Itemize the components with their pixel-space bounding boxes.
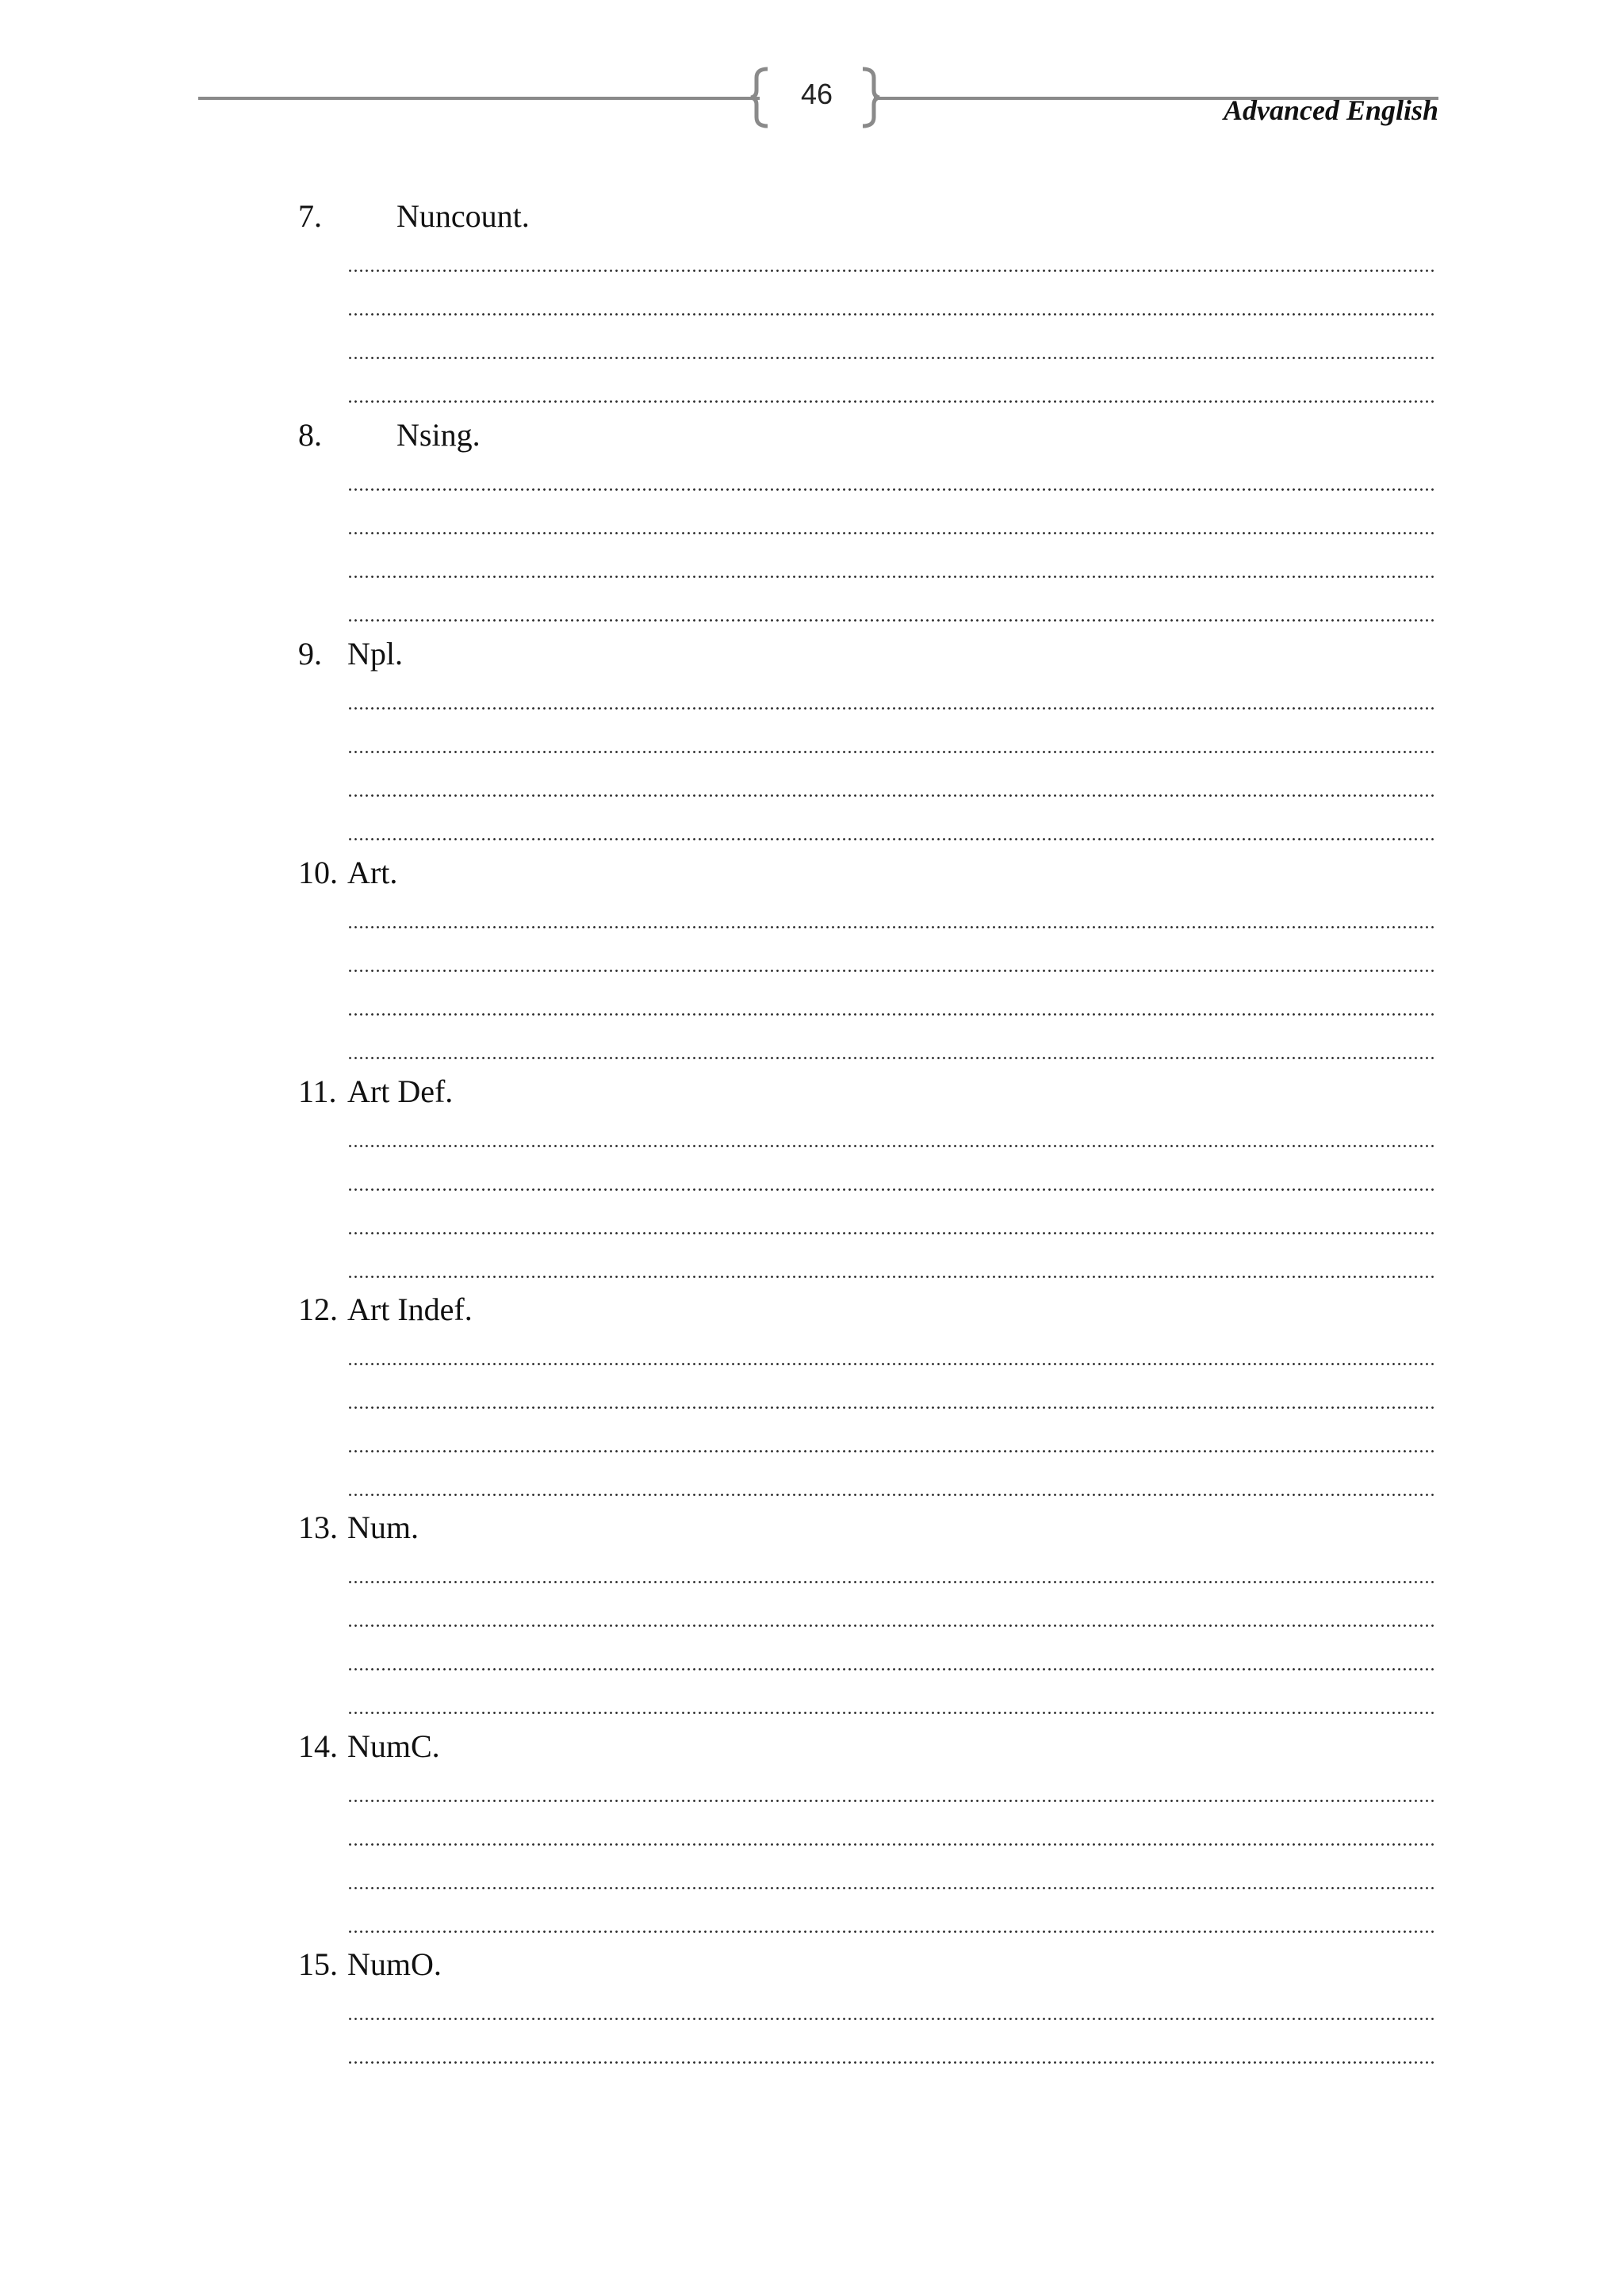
item-label: Art. xyxy=(347,855,398,890)
item-label: Num. xyxy=(347,1510,419,1545)
item-label: Nsing. xyxy=(396,417,481,453)
dotted-answer-line[interactable] xyxy=(347,369,1435,412)
dotted-answer-line[interactable] xyxy=(347,719,1435,763)
item-heading xyxy=(298,1727,440,1766)
running-title: Advanced English xyxy=(1223,94,1438,126)
page-number: 46 xyxy=(800,78,833,110)
item-label: NumO. xyxy=(347,1946,442,1982)
dotted-answer-line[interactable] xyxy=(347,763,1435,806)
item-number: 14. xyxy=(298,1728,338,1764)
dotted-answer-line[interactable] xyxy=(347,1812,1435,1855)
item-heading xyxy=(298,1508,419,1548)
answer-lines xyxy=(347,675,1435,850)
dotted-answer-line[interactable] xyxy=(347,1025,1435,1069)
dotted-answer-line[interactable] xyxy=(347,1680,1435,1724)
answer-lines xyxy=(347,1986,1435,2073)
dotted-answer-line[interactable] xyxy=(347,1986,1435,2030)
page-header xyxy=(0,0,1624,159)
dotted-answer-line[interactable] xyxy=(347,457,1435,500)
item-number: 12. xyxy=(298,1292,338,1327)
dotted-answer-line[interactable] xyxy=(347,1200,1435,1244)
item-number: 9. xyxy=(298,636,322,672)
dotted-answer-line[interactable] xyxy=(347,1418,1435,1462)
dotted-answer-line[interactable] xyxy=(347,1899,1435,1942)
item-heading xyxy=(298,853,397,893)
item-heading xyxy=(298,1290,473,1330)
item-heading xyxy=(298,415,481,455)
dotted-answer-line[interactable] xyxy=(347,1768,1435,1812)
dotted-answer-line[interactable] xyxy=(347,675,1435,719)
answer-lines xyxy=(347,457,1435,631)
item-heading xyxy=(298,1072,453,1112)
item-number: 11. xyxy=(298,1073,337,1109)
dotted-answer-line[interactable] xyxy=(347,1113,1435,1157)
item-label: Npl. xyxy=(347,636,403,672)
dotted-answer-line[interactable] xyxy=(347,587,1435,631)
item-heading xyxy=(298,634,403,674)
item-number: 7. xyxy=(298,198,322,234)
dotted-answer-line[interactable] xyxy=(347,238,1435,281)
dotted-answer-line[interactable] xyxy=(347,2030,1435,2073)
item-label: Art Indef. xyxy=(347,1292,473,1327)
dotted-answer-line[interactable] xyxy=(347,544,1435,587)
answer-lines xyxy=(347,894,1435,1069)
item-number: 13. xyxy=(298,1510,338,1545)
dotted-answer-line[interactable] xyxy=(347,1462,1435,1506)
dotted-answer-line[interactable] xyxy=(347,1244,1435,1288)
item-heading xyxy=(298,197,530,236)
answer-lines xyxy=(347,238,1435,412)
header-rule-left xyxy=(198,97,760,100)
item-number: 10. xyxy=(298,855,338,890)
answer-lines xyxy=(347,1768,1435,1942)
answer-lines xyxy=(347,1549,1435,1724)
dotted-answer-line[interactable] xyxy=(347,938,1435,982)
item-heading xyxy=(298,1945,442,1984)
dotted-answer-line[interactable] xyxy=(347,325,1435,369)
answer-lines xyxy=(347,1331,1435,1506)
item-label: Art Def. xyxy=(347,1073,454,1109)
item-number: 15. xyxy=(298,1946,338,1982)
dotted-answer-line[interactable] xyxy=(347,806,1435,850)
item-number: 8. xyxy=(298,417,322,453)
answer-lines xyxy=(347,1113,1435,1288)
dotted-answer-line[interactable] xyxy=(347,1375,1435,1418)
item-label: Nuncount. xyxy=(396,198,530,234)
item-label: NumC. xyxy=(347,1728,440,1764)
dotted-answer-line[interactable] xyxy=(347,1636,1435,1680)
dotted-answer-line[interactable] xyxy=(347,1549,1435,1593)
dotted-answer-line[interactable] xyxy=(347,1855,1435,1899)
left-brace-icon xyxy=(749,67,772,128)
dotted-answer-line[interactable] xyxy=(347,500,1435,544)
dotted-answer-line[interactable] xyxy=(347,281,1435,325)
dotted-answer-line[interactable] xyxy=(347,1593,1435,1636)
dotted-answer-line[interactable] xyxy=(347,1157,1435,1200)
dotted-answer-line[interactable] xyxy=(347,982,1435,1025)
dotted-answer-line[interactable] xyxy=(347,894,1435,938)
dotted-answer-line[interactable] xyxy=(347,1331,1435,1375)
